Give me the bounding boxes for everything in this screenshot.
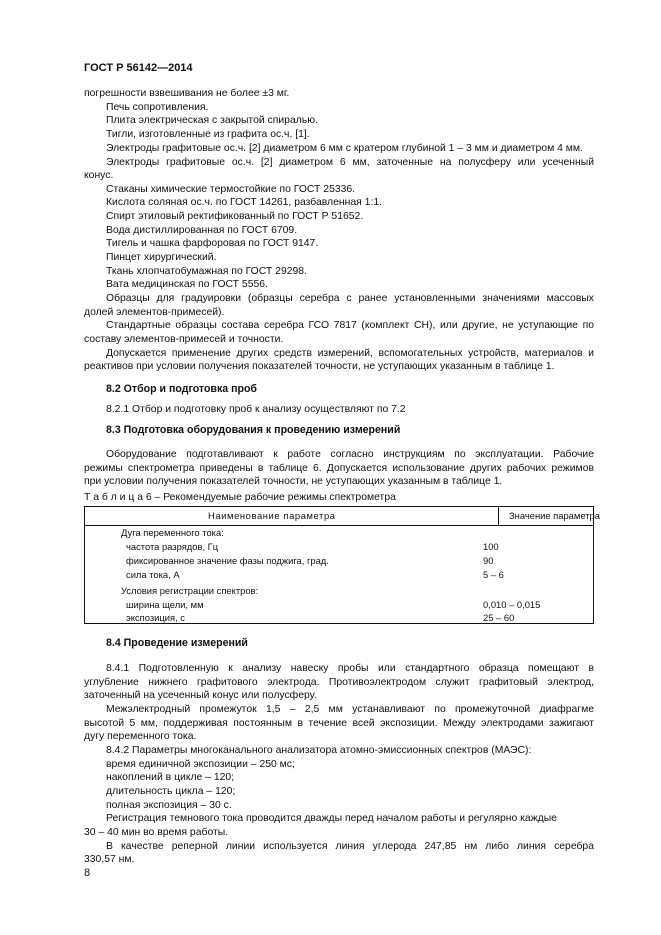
text-line: Оборудование подготавливают к работе согласно инструкциям по эксплуатации. Рабочие [106,449,594,460]
column-header-parameter: Наименование параметра [208,510,336,521]
text-line: заточенный на усеченный конус или полусферу. [84,690,317,701]
text-line: Допускается применение других средств измерений, вспомогательных устройств, материалов и [106,348,594,359]
text-line: длительность цикла – 120; [106,786,236,797]
table-cell-value: 25 – 60 [483,612,515,623]
text-line: Вода дистиллированная по ГОСТ 6709. [106,225,298,236]
table-cell-param: Дуга переменного тока: [121,527,224,538]
table-caption: Т а б л и ц а 6 – Рекомендуемые рабочие режимы спектрометра [84,492,396,503]
text-line: дугу переменного тока. [84,731,197,742]
page-number: 8 [84,867,91,879]
text-line: углубление нижнего графитового электрода. Противоэлектродом служит графитовый электрод, [84,677,594,688]
text-line: полная экспозиция – 30 с. [106,800,232,811]
section-heading-8-4: 8.4 Проведение измерений [106,637,248,649]
text-line: Регистрация темнового тока проводится дважды перед началом работы и регулярно каждые [106,813,557,824]
text-line: 8.2.1 Отбор и подготовку проб к анализу осуществляют по 7.2 [106,404,406,415]
table-cell-value: 0,010 – 0,015 [483,599,541,610]
text-line: реактивов при условии получения показателей точности, не уступающих указанным в таблице 1. [84,361,555,372]
table-cell-value: 90 [483,555,494,566]
text-line: время единичной экспозиции – 250 мс; [106,759,295,770]
text-line: Электроды графитовые ос.ч. [2] диаметром 6 мм, заточенные на полусферу или усеченный [106,157,594,168]
text-line: Пинцет хирургический. [106,252,217,263]
text-line: Стандартные образцы состава серебра ГСО 7817 (комплект СН), или другие, не уступающие по [106,320,594,331]
text-line: Электроды графитовые ос.ч. [2] диаметром 6 мм с кратером глубиной 1 – 3 мм и диаметром 4 мм. [106,143,583,154]
table-cell-param: Условия регистрации спектров: [121,585,259,596]
table-cell-param: экспозиция, с [126,612,185,623]
section-heading-8-3: 8.3 Подготовка оборудования к проведению измерений [106,424,401,436]
text-line: Тигли, изготовленные из графита ос.ч. [1]. [106,129,310,140]
text-line: погрешности взвешивания не более ±3 мг. [84,88,290,99]
text-line: Тигель и чашка фарфоровая по ГОСТ 9147. [106,238,319,249]
text-line: 8.4.2 Параметры многоканального анализатора атомно-эмиссионных спектров (МАЭС): [106,745,532,756]
section-heading-8-2: 8.2 Отбор и подготовка проб [106,383,257,395]
text-line: Стаканы химические термостойкие по ГОСТ 25336. [106,184,356,195]
text-line: при условии получения показателей точности, не уступающих указанным в таблице 1. [84,476,503,487]
text-line: Печь сопротивления. [106,102,209,113]
text-line: Вата медицинская по ГОСТ 5556. [106,279,268,290]
text-line: Плита электрическая с закрытой спиралью. [106,115,318,126]
table-cell-param: ширина щели, мм [126,599,204,610]
text-line: 30 – 40 мин во время работы. [84,827,229,838]
table-cell-param: фиксированное значение фазы поджига, град. [126,555,329,566]
text-line: долей элементов-примесей). [84,307,225,318]
text-line: составу элементов-примесей и точности. [84,334,284,345]
header-divider [498,507,499,525]
text-line: Образцы для градуировки (образцы серебра с ранее установленными значениями массовых [106,293,594,304]
table-cell-param: частота разрядов, Гц [126,541,219,552]
table-cell-param: сила тока, А [126,569,180,580]
document-header: ГОСТ Р 56142—2014 [84,62,193,74]
text-line: конус. [84,170,114,181]
text-line: Ткань хлопчатобумажная по ГОСТ 29298. [106,266,307,277]
text-line: 8.4.1 Подготовленную к анализу навеску пробы или стандартного образца помещают в [106,663,594,674]
table-cell-value: 100 [483,541,499,552]
text-line: режимы спектрометра приведены в таблице 6. Допускается использование других рабочих режимов [84,463,594,474]
column-header-value: Значение параметра [509,510,600,521]
table-cell-value: 5 – 6 [483,569,504,580]
text-line: 330,57 нм. [84,854,135,865]
text-line: Спирт этиловый ректификованный по ГОСТ Р 51652. [106,211,364,222]
parameters-table [84,506,600,624]
table-header-row [85,507,600,526]
text-line: накоплений в цикле – 120; [106,772,235,783]
text-line: Межэлектродный промежуток 1,5 – 2,5 мм устанавливают по промежуточной диафрагме [106,704,594,715]
text-line: Кислота соляная ос.ч. по ГОСТ 14261, разбавленная 1:1. [106,197,382,208]
text-line: высотой 5 мм, поддерживая постоянным в течение всей экспозиции. Между электродами зажигают [84,718,594,729]
text-line: В качестве реперной линии используется линия углерода 247,85 нм либо линия серебра [106,841,594,852]
